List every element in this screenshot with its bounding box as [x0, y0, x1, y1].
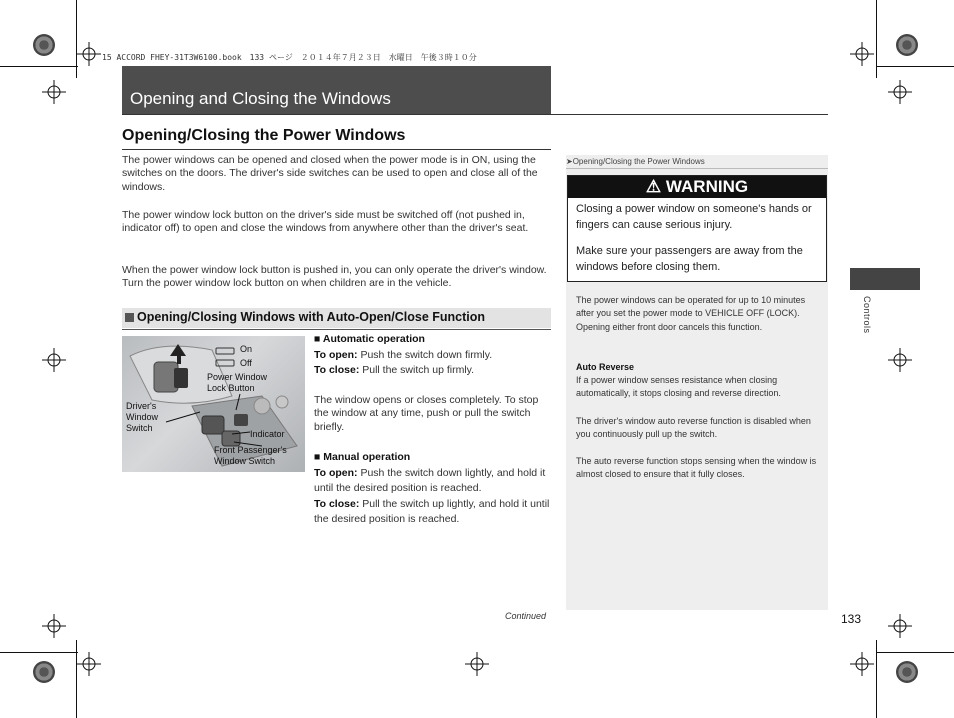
reference-arrow-icon: ➤	[566, 157, 573, 166]
warning-triangle-icon: ⚠	[645, 177, 662, 196]
auto-reverse-title: Auto Reverse	[576, 362, 635, 372]
subheading: Opening/Closing Windows with Auto-Open/Close Function	[137, 310, 486, 324]
sidebar-note: The power windows can be operated for up to 10 minutes after you set the power mode to VEHICLE OFF (LOCK). Opening either front door cancels this function.	[576, 295, 806, 332]
auto-open-text: Push the switch down firmly.	[360, 348, 493, 361]
body-paragraph: The power windows can be opened and closed when the power mode is in ON, using the switches on the doors. The driver's side switches can be used to open and close all of the windows.	[122, 154, 538, 193]
warning-box	[567, 175, 827, 282]
divider	[122, 114, 828, 115]
print-header: 15 ACCORD FHEY-31T3W6100.book 133 ページ ２０１４年７月２３日 水曜日 午後３時１０分	[102, 53, 477, 62]
manual-operation-block: ■ Manual operation To open: Push the switch down lightly, and hold it until the desired position is reached. To close: Pull the switch up lightly, and hold it until the desired position is reached.	[314, 451, 550, 525]
page-number: 133	[841, 612, 862, 626]
divider	[566, 168, 828, 169]
auto-stop-text: The window opens or closes completely. To stop the window at any time, push or pull the switch briefly.	[314, 394, 539, 433]
divider	[122, 329, 551, 330]
indicator-label: Indicator	[250, 429, 285, 439]
section-title: Opening and Closing the Windows	[130, 89, 391, 108]
body-paragraph: When the power window lock button is pushed in, you can only operate the driver's window. Turn the power window lock button on when children are in the vehicle.	[122, 264, 547, 290]
square-bullet-icon	[125, 313, 134, 322]
sidebar-reference: ➤Opening/Closing the Power Windows	[566, 157, 705, 166]
sidebar-note: The driver's window auto reverse function is disabled when you continuously pull up the switch.	[576, 416, 811, 440]
continued-label: Continued	[505, 611, 547, 621]
sidebar-note: The auto reverse function stops sensing when the window is almost closed to ensure that it fully closes.	[576, 456, 817, 480]
manual-open-label: To open:	[314, 466, 358, 479]
warning-title-bar: ⚠ WARNING	[568, 176, 826, 198]
auto-op-title: Automatic operation	[322, 333, 425, 345]
divider	[122, 149, 551, 150]
warning-text: Closing a power window on someone's hands or fingers can cause serious injury.	[576, 203, 812, 231]
manual-close-text: Pull the switch up lightly, and hold it until the desired position is reached.	[314, 497, 550, 525]
driver-switch-label: Driver's Window Switch	[126, 401, 159, 433]
window-switch-figure	[122, 336, 305, 472]
body-paragraph: The power window lock button on the driver's side must be switched off (not pushed in, indicator off) to open and close the windows from anywhere other than the driver's seat.	[122, 209, 529, 235]
auto-reverse-text: If a power window senses resistance when closing automatically, it stops closing and reverse direction.	[576, 375, 781, 399]
manual-open-text: Push the switch down lightly, and hold it until the desired position is reached.	[314, 466, 546, 494]
auto-close-label: To close:	[314, 364, 360, 376]
manual-op-title: Manual operation	[323, 451, 411, 463]
subheading-bar	[122, 308, 551, 328]
on-label: On	[240, 344, 253, 354]
page-heading: Opening/Closing the Power Windows	[122, 127, 406, 144]
off-label: Off	[240, 358, 252, 368]
lock-button-label: Power Window Lock Button	[207, 372, 268, 393]
chapter-tab-label: Controls	[862, 296, 872, 334]
chapter-tab	[850, 268, 920, 290]
auto-operation-block: ■ Automatic operation To open: Push the switch down firmly. To close: Pull the switch up firmly.	[314, 333, 493, 376]
manual-close-label: To close:	[314, 497, 360, 510]
auto-open-label: To open:	[314, 348, 358, 361]
section-header	[122, 66, 551, 115]
passenger-switch-label: Front Passenger's Window Switch	[214, 445, 287, 466]
auto-close-text: Pull the switch up firmly.	[362, 364, 475, 376]
warning-text: Make sure your passengers are away from the windows before closing them.	[576, 245, 803, 273]
